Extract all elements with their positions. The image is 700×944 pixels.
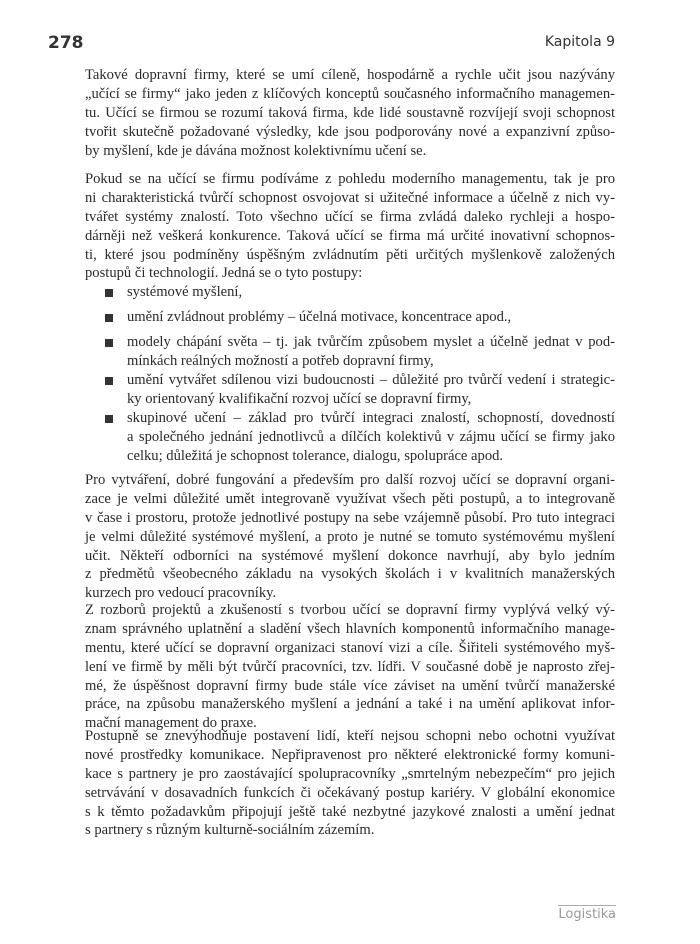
bullet-square-icon (105, 339, 113, 347)
text-line: v čase i prostoru, protože jednotlivé postupy na sebe vzájemně působí. Pro tuto integraci (85, 509, 615, 526)
bullet-item (105, 283, 615, 302)
chapter-title: Kapitola 9 (544, 34, 615, 50)
text-line: „učící se firmy“ jako jeden z klíčových konceptů současného informačního managemen- (85, 85, 615, 102)
text-line: nové prostředky komunikace. Nepřipravenost pro některé elektronické formy komuni- (85, 746, 615, 763)
text-line: ni charakteristická tvůrčí schopnost osvojovat si užitečné informace a účelně z nich vy- (85, 189, 615, 206)
text-line: z předmětů všeobecného základu na vysokých školách i v kvalitních manažerských (85, 566, 615, 583)
text-line: Postupně se znevýhodňuje postavení lidí, kteří nejsou schopni nebo ochotni využívat (85, 728, 615, 744)
paragraph (85, 471, 615, 603)
text-line: zace je velmi důležité umět integrovaně využívat všech pěti postupů, a to integrovaně (85, 490, 615, 507)
text-line: práce, na způsobu manažerského myšlení a jednání a také i na umění aplikovat infor- (85, 696, 615, 713)
text-line: lení ve firmě by měli být tvůrčí pracovníci, tzv. lídři. V současné době je naprosto zřej- (85, 658, 615, 675)
bullet-text (127, 283, 615, 302)
text-line: celku; důležitá je schopnost tolerance, dialogu, spolupráce apod. (127, 447, 504, 464)
text-line: umění zvládnout problémy – účelná motivace, koncentrace apod., (127, 309, 512, 325)
text-line: mentu, které učící se dopravní organizaci stanoví vizi a cíle. Šiřiteli systémového myš- (85, 639, 615, 656)
bullet-square-icon (105, 377, 113, 385)
bullet-item (105, 333, 615, 371)
text-line: setrvávání v dosavadních funkcích či očekávaný postup kariéry. V globální ekonomice (85, 784, 615, 801)
bullet-text (127, 308, 615, 327)
text-line: je velmi důležité systémové myšlení, a proto je nutné se tomuto systémovému myšlení (85, 528, 615, 545)
text-line: Pro vytváření, dobré fungování a především pro další rozvoj učící se dopravní organi- (85, 472, 615, 488)
paragraph (85, 66, 615, 160)
text-line: a společného jednání jednotlivců a dílčích kolektivů v zájmu učící se firmy jako (127, 428, 615, 445)
text-line: mační management do praxe. (85, 715, 257, 732)
text-line: postupů či technologií. Jedná se o tyto postupy: (85, 265, 363, 282)
text-line: znam správného uplatnění a sladění všech hlavních komponentů informačního manage- (85, 620, 615, 637)
text-line: umění vytvářet sdílenou vizi budoucnosti – důležité pro tvůrčí vedení i strategic- (127, 372, 615, 388)
bullet-item (105, 308, 615, 327)
paragraph (85, 727, 615, 840)
text-line: ky orientovaný kvalifikační rozvoj učící se dopravní firmy, (127, 390, 472, 407)
bullet-item (105, 409, 615, 466)
paragraph (85, 601, 615, 733)
bullet-text (127, 409, 615, 466)
text-line: učit. Někteří odborníci na systémové myšlení dokonce navrhují, aby bylo jedním (85, 547, 615, 564)
text-line: mé, že úspěšnost dopravní firmy bude stále více záviset na umění tvůrčí manažerské (85, 677, 615, 694)
text-line: s partnery s různým kulturně-sociálním zázemím. (85, 822, 375, 839)
text-line: s k těmto požadavkům připojují ještě také nezbytné jazykové znalosti a umění jednat (85, 803, 615, 820)
bullet-item (105, 371, 615, 409)
bullet-text (127, 333, 615, 371)
text-line: systémové myšlení, (127, 284, 243, 300)
bullet-square-icon (105, 289, 113, 297)
text-line: Pokud se na učící se firmu podíváme z pohledu moderního managementu, tak je pro (85, 171, 615, 187)
footer-book-title: Logistika (558, 907, 616, 922)
text-line: dárněji než veškerá konkurence. Taková učící se firma má určité inovativní schopnos- (85, 227, 615, 244)
text-line: skupinové učení – základ pro tvůrčí integraci znalostí, schopností, dovedností (127, 410, 615, 426)
text-line: Z rozborů projektů a zkušeností s tvorbou učící se dopravní firmy vyplývá velký vý- (85, 602, 615, 618)
text-line: Takové dopravní firmy, které se umí cíleně, hospodárně a rychle učit jsou nazývány (85, 67, 615, 83)
text-line: tu. Učící se firmou se rozumí taková firma, kde lidé soustavně rozvíjejí svoji schopnost (85, 104, 615, 121)
bullet-square-icon (105, 314, 113, 322)
text-line: kace s partnery je pro zaostávající spolupracovníky „smrtelným nebezpečím“ pro jejich (85, 765, 615, 782)
bullet-text (127, 371, 615, 409)
text-line: mínkách reálných možností a potřeb dopravní firmy, (127, 352, 434, 369)
page-number: 278 (48, 33, 84, 53)
text-line: modely chápání světa – tj. jak tvůrčím způsobem myslet a účelně jednat v pod- (127, 334, 615, 350)
text-line: by myšlení, kde je dávána možnost kolektivnímu učení se. (85, 142, 427, 159)
text-line: tvářet systémy znalostí. Toto všechno učící se firma zvládá daleko rychleji a hospo- (85, 208, 615, 225)
text-line: tvořit skutečně požadované výsledky, kde jsou podporovány nové a expanzivní způso- (85, 123, 615, 140)
text-line: ti, které jsou podmíněny úspěšným zvládnutím pěti určitých myšlenkově založených (85, 246, 615, 263)
bullet-square-icon (105, 415, 113, 423)
text-line: kurzech pro vedoucí pracovníky. (85, 585, 277, 602)
paragraph (85, 170, 615, 283)
